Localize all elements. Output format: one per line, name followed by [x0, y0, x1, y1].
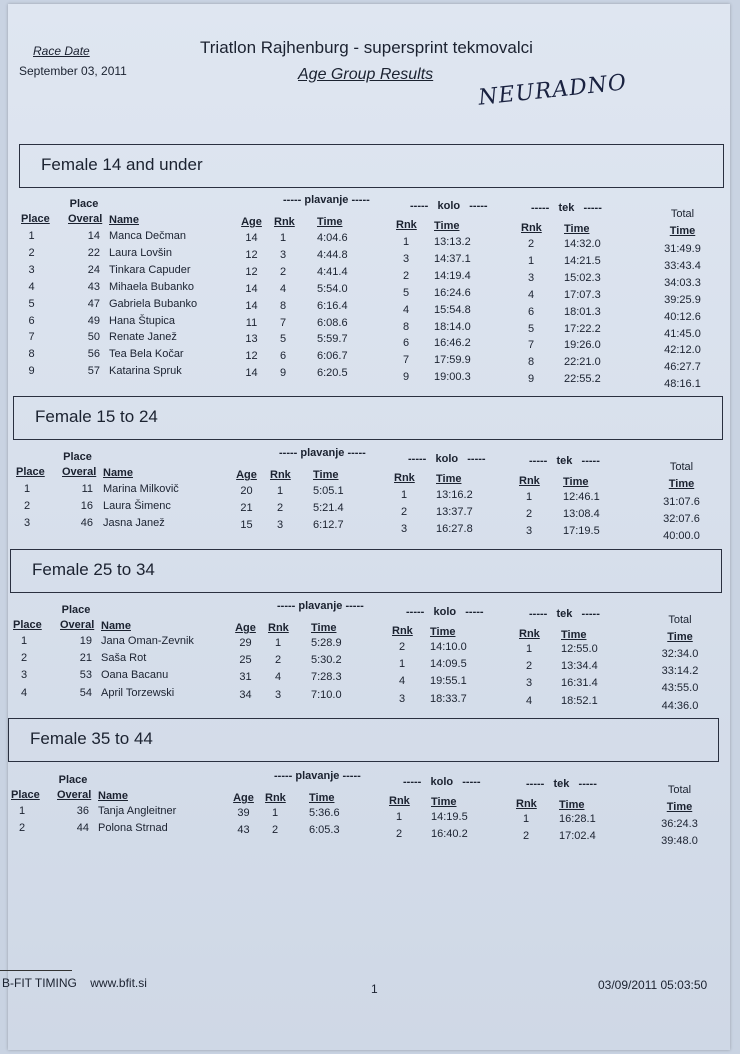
total-time-cell: 32:34.0 [661, 648, 699, 660]
place-cell: 3 [23, 516, 31, 529]
overall-cell: 47 [87, 297, 100, 310]
run-rnk-header: Rnk [519, 475, 540, 487]
run-rank-cell: 9 [527, 373, 535, 386]
bike-rank-cell: 4 [398, 675, 406, 688]
run-time-cell: 14:21.5 [564, 254, 601, 267]
swim-rank-cell: 6 [279, 350, 287, 363]
overall-cell: 50 [87, 331, 100, 344]
footer-page-number: 1 [371, 982, 378, 996]
bike-time-cell: 14:09.5 [430, 658, 467, 671]
race-date: September 03, 2011 [19, 64, 127, 78]
age-cell: 12 [245, 248, 258, 261]
bike-rank-cell: 1 [395, 811, 403, 823]
swim-rnk-header: Rnk [268, 622, 289, 634]
bike-rank-cell: 7 [402, 354, 410, 367]
run-rnk-header: Rnk [521, 222, 542, 234]
age-group-header-box [10, 549, 722, 593]
name-cell: Oana Bacanu [101, 669, 169, 682]
age-cell: 14 [245, 367, 258, 380]
total-time-cell: 32:07.6 [663, 512, 700, 525]
footer-website: www.bfit.si [90, 976, 147, 990]
swim-time-cell: 5:28.9 [311, 637, 342, 649]
run-rank-cell: 1 [527, 254, 535, 267]
place-cell: 4 [20, 686, 28, 699]
place-cell: 2 [23, 499, 31, 512]
kolo-header: ----- kolo ----- [406, 606, 484, 618]
swim-rank-cell: 3 [274, 688, 282, 701]
run-time-header: Time [564, 223, 590, 235]
name-header: Name [101, 620, 131, 632]
bike-time-cell: 18:14.0 [434, 320, 471, 333]
bike-rank-cell: 4 [402, 303, 410, 316]
swim-time-cell: 4:44.8 [317, 248, 348, 261]
swim-rank-cell: 2 [279, 265, 287, 278]
name-header: Name [98, 790, 128, 802]
plavanje-header: ----- plavanje ----- [274, 770, 361, 782]
bike-time-header: Time [434, 220, 460, 232]
total-time-cell: 40:12.6 [664, 310, 701, 323]
name-cell: Laura Lovšin [109, 246, 172, 259]
age-cell: 11 [245, 316, 258, 329]
tek-header: ----- tek ----- [526, 778, 597, 790]
run-rank-cell: 2 [525, 507, 533, 520]
swim-time-cell: 5:59.7 [317, 333, 348, 346]
overal-header: Overal [62, 466, 97, 478]
handwritten-note: NEURADNO [477, 70, 629, 111]
run-time-cell: 17:19.5 [563, 524, 600, 537]
age-header: Age [235, 622, 256, 634]
place-cell: 9 [28, 365, 35, 378]
kolo-header: ----- kolo ----- [403, 776, 481, 788]
bike-rank-cell: 5 [402, 286, 410, 299]
overall-cell: 19 [79, 635, 92, 647]
age-header: Age [233, 792, 254, 804]
total-time-header: Time [668, 478, 695, 490]
swim-rank-cell: 5 [279, 333, 287, 346]
bike-time-header: Time [436, 473, 462, 485]
swim-rank-cell: 1 [276, 485, 284, 497]
run-time-cell: 16:31.4 [561, 677, 598, 690]
swim-rnk-header: Rnk [265, 792, 286, 804]
swim-time-header: Time [313, 469, 339, 481]
place-cell: 1 [28, 230, 35, 242]
run-time-header: Time [559, 799, 585, 811]
place-cell: 2 [20, 652, 28, 665]
bike-rank-cell: 6 [402, 337, 410, 350]
run-time-cell: 22:55.2 [564, 373, 601, 386]
total-header: Total [669, 461, 694, 473]
age-group-title: Female 14 and under [41, 155, 203, 174]
name-header: Name [109, 214, 139, 226]
place-header: Place [11, 789, 40, 801]
bike-rank-cell: 2 [398, 641, 406, 653]
overall-cell: 43 [87, 280, 100, 293]
name-cell: April Torzewski [101, 686, 175, 699]
tek-header: ----- tek ----- [529, 608, 600, 620]
age-cell: 14 [245, 282, 258, 295]
name-cell: Katarina Spruk [109, 365, 182, 378]
overall-cell: 11 [81, 483, 93, 495]
name-cell: Hana Štupica [109, 314, 176, 327]
swim-time-header: Time [311, 622, 337, 634]
overall-cell: 56 [87, 348, 100, 361]
bike-time-cell: 19:00.3 [434, 371, 471, 384]
overal-header: Overal [68, 213, 103, 225]
age-cell: 43 [237, 824, 250, 837]
page-title: Triatlon Rajhenburg - supersprint tekmovalci [200, 38, 533, 57]
place-cell: 3 [28, 263, 35, 276]
bike-time-cell: 14:19.5 [431, 811, 468, 823]
age-group-title: Female 35 to 44 [30, 729, 153, 748]
age-group-header-box [19, 144, 724, 188]
plavanje-header: ----- plavanje ----- [277, 600, 364, 612]
bike-rank-cell: 1 [398, 658, 406, 671]
swim-rank-cell: 7 [279, 316, 287, 329]
name-header: Name [103, 467, 133, 479]
bike-time-header: Time [431, 796, 457, 808]
name-cell: Jana Oman-Zevnik [101, 635, 194, 647]
name-cell: Tanja Angleitner [98, 805, 177, 817]
overal-header: Overal [57, 789, 92, 801]
swim-time-cell: 6:08.6 [317, 316, 348, 329]
total-time-cell: 40:00.0 [663, 529, 700, 542]
total-time-cell: 46:27.7 [664, 361, 701, 374]
bike-time-cell: 19:55.1 [430, 675, 467, 688]
swim-rank-cell: 8 [279, 299, 287, 312]
bike-time-cell: 17:59.9 [434, 354, 471, 367]
swim-time-cell: 6:20.5 [317, 367, 348, 380]
swim-time-cell: 4:41.4 [317, 265, 348, 278]
bike-rank-cell: 3 [400, 522, 408, 535]
place-top-header: Place [61, 604, 91, 616]
overal-header: Overal [60, 619, 95, 631]
run-time-cell: 19:26.0 [564, 339, 601, 352]
footer-printed-timestamp: 03/09/2011 05:03:50 [598, 978, 708, 992]
tek-header: ----- tek ----- [529, 455, 600, 467]
run-time-cell: 17:02.4 [559, 830, 596, 843]
run-time-cell: 22:21.0 [564, 356, 601, 369]
swim-rank-cell: 3 [279, 248, 287, 261]
overall-cell: 36 [76, 805, 89, 817]
overall-cell: 22 [87, 246, 100, 259]
age-group-header-box [8, 718, 719, 762]
age-cell: 25 [239, 654, 252, 667]
bike-time-cell: 18:33.7 [430, 692, 467, 705]
age-cell: 20 [240, 485, 253, 497]
run-rank-cell: 2 [522, 830, 530, 843]
run-rank-cell: 7 [527, 339, 535, 352]
swim-rank-cell: 1 [274, 637, 282, 649]
swim-rank-cell: 4 [279, 282, 287, 295]
bike-time-cell: 13:13.2 [434, 236, 471, 248]
swim-rank-cell: 9 [279, 367, 287, 380]
bike-time-cell: 16:40.2 [431, 828, 468, 841]
place-cell: 1 [23, 483, 31, 495]
run-rnk-header: Rnk [519, 628, 540, 640]
swim-time-cell: 5:30.2 [311, 654, 342, 667]
place-cell: 2 [18, 822, 26, 835]
plavanje-header: ----- plavanje ----- [279, 447, 366, 459]
swim-time-cell: 7:10.0 [311, 688, 342, 701]
swim-rnk-header: Rnk [274, 216, 295, 228]
total-time-cell: 39:48.0 [661, 835, 698, 848]
overall-cell: 14 [87, 230, 100, 242]
run-time-cell: 14:32.0 [564, 238, 601, 250]
total-time-cell: 34:03.3 [664, 276, 701, 289]
bike-time-cell: 13:16.2 [436, 489, 473, 501]
total-time-cell: 31:49.9 [664, 243, 701, 255]
total-header: Total [670, 208, 695, 220]
run-time-cell: 15:02.3 [564, 271, 601, 284]
age-cell: 39 [237, 807, 250, 819]
total-header: Total [667, 784, 692, 796]
age-group-title: Female 15 to 24 [35, 407, 158, 426]
name-cell: Tea Bela Kočar [109, 348, 184, 361]
place-cell: 6 [28, 314, 35, 327]
place-cell: 1 [18, 805, 26, 817]
swim-rank-cell: 2 [271, 824, 279, 837]
name-cell: Polona Strnad [98, 822, 168, 835]
bike-rank-cell: 2 [400, 505, 408, 518]
bike-rank-cell: 1 [400, 489, 408, 501]
total-time-cell: 43:55.0 [661, 682, 699, 695]
swim-time-cell: 6:06.7 [317, 350, 348, 363]
overall-cell: 46 [80, 516, 93, 529]
run-time-header: Time [563, 476, 589, 488]
swim-time-cell: 5:54.0 [317, 282, 348, 295]
bike-time-cell: 14:10.0 [430, 641, 467, 653]
age-cell: 14 [245, 232, 258, 244]
overall-cell: 57 [87, 365, 100, 378]
swim-time-cell: 5:21.4 [313, 501, 344, 514]
total-time-cell: 33:43.4 [664, 259, 701, 272]
total-time-cell: 41:45.0 [664, 327, 701, 340]
place-header: Place [21, 213, 50, 225]
name-cell: Manca Dečman [109, 230, 187, 242]
race-date-label: Race Date [33, 44, 90, 58]
run-rank-cell: 5 [527, 322, 535, 335]
overall-cell: 16 [80, 499, 93, 512]
name-cell: Gabriela Bubanko [109, 297, 198, 310]
bike-rank-cell: 9 [402, 371, 410, 384]
total-time-header: Time [669, 225, 696, 237]
bike-rnk-header: Rnk [392, 625, 413, 637]
swim-time-cell: 6:12.7 [313, 518, 344, 531]
run-rank-cell: 3 [525, 524, 533, 537]
place-cell: 8 [28, 348, 35, 361]
name-cell: Marina Milkovič [103, 483, 179, 495]
bike-time-cell: 16:27.8 [436, 522, 473, 535]
age-group-title: Female 25 to 34 [32, 560, 155, 579]
total-time-cell: 36:24.3 [661, 818, 698, 830]
kolo-header: ----- kolo ----- [410, 200, 488, 212]
place-cell: 2 [28, 246, 35, 259]
bike-rnk-header: Rnk [396, 219, 417, 231]
bike-rank-cell: 8 [402, 320, 410, 333]
total-time-header: Time [667, 631, 693, 643]
run-rank-cell: 2 [525, 660, 533, 673]
total-header: Total [668, 614, 692, 626]
run-rank-cell: 3 [525, 677, 533, 690]
bike-rank-cell: 2 [402, 269, 410, 282]
place-cell: 5 [28, 297, 35, 310]
name-cell: Tinkara Capuder [109, 263, 191, 276]
swim-rank-cell: 3 [276, 518, 284, 531]
swim-time-cell: 4:04.6 [317, 232, 348, 244]
total-time-cell: 42:12.0 [664, 344, 701, 357]
age-cell: 12 [245, 350, 258, 363]
name-cell: Mihaela Bubanko [109, 280, 195, 293]
age-cell: 21 [240, 501, 253, 514]
run-time-cell: 13:34.4 [561, 660, 598, 673]
overall-cell: 54 [79, 686, 92, 699]
run-rank-cell: 2 [527, 238, 535, 250]
swim-rank-cell: 2 [274, 654, 282, 667]
bike-time-cell: 16:46.2 [434, 337, 471, 350]
run-time-cell: 18:52.1 [561, 694, 598, 707]
age-group-header-box [13, 396, 723, 440]
name-cell: Laura Šimenc [103, 499, 171, 512]
total-time-cell: 31:07.6 [663, 496, 700, 508]
run-rank-cell: 1 [525, 643, 533, 655]
kolo-header: ----- kolo ----- [408, 453, 486, 465]
footer-company-name: B-FIT TIMING [2, 976, 77, 990]
bike-rank-cell: 1 [402, 236, 410, 248]
place-cell: 1 [20, 635, 28, 647]
total-time-cell: 39:25.9 [664, 293, 701, 306]
run-time-cell: 16:28.1 [559, 813, 596, 825]
run-rank-cell: 1 [525, 491, 533, 503]
place-top-header: Place [69, 198, 99, 210]
swim-rank-cell: 1 [279, 232, 287, 244]
place-cell: 7 [28, 331, 35, 344]
age-cell: 29 [239, 637, 252, 649]
overall-cell: 21 [79, 652, 92, 665]
swim-rnk-header: Rnk [270, 469, 291, 481]
swim-time-header: Time [309, 792, 335, 804]
plavanje-header: ----- plavanje ----- [283, 194, 370, 206]
bike-time-cell: 13:37.7 [436, 505, 473, 518]
name-cell: Saša Rot [101, 652, 147, 665]
run-rank-cell: 6 [527, 305, 535, 318]
swim-time-cell: 7:28.3 [311, 671, 342, 684]
run-rank-cell: 4 [525, 694, 533, 707]
total-time-cell: 48:16.1 [664, 378, 701, 391]
bike-time-cell: 14:37.1 [434, 252, 471, 265]
age-cell: 12 [245, 265, 258, 278]
run-time-header: Time [561, 629, 587, 641]
place-cell: 4 [28, 280, 35, 293]
swim-rank-cell: 2 [276, 501, 284, 514]
footer-company [2, 976, 147, 990]
age-cell: 14 [245, 299, 258, 312]
run-time-cell: 17:22.2 [564, 322, 601, 335]
bike-rnk-header: Rnk [394, 472, 415, 484]
age-header: Age [241, 216, 262, 228]
bike-rank-cell: 3 [402, 252, 410, 265]
swim-rank-cell: 1 [271, 807, 279, 819]
bike-time-cell: 16:24.6 [434, 286, 471, 299]
total-time-cell: 44:36.0 [661, 699, 699, 712]
run-time-cell: 12:46.1 [563, 491, 600, 503]
place-cell: 3 [20, 669, 28, 682]
overall-cell: 24 [87, 263, 100, 276]
name-cell: Renate Janež [109, 331, 177, 344]
age-header: Age [236, 469, 257, 481]
swim-rank-cell: 4 [274, 671, 282, 684]
run-rank-cell: 8 [527, 356, 535, 369]
bike-time-header: Time [430, 626, 456, 638]
name-cell: Jasna Janež [103, 516, 165, 529]
bike-rank-cell: 2 [395, 828, 403, 841]
age-cell: 34 [239, 688, 252, 701]
swim-time-cell: 5:36.6 [309, 807, 340, 819]
run-rank-cell: 3 [527, 271, 535, 284]
age-cell: 31 [239, 671, 252, 684]
place-header: Place [13, 619, 42, 631]
run-time-cell: 12:55.0 [561, 643, 598, 655]
bike-rnk-header: Rnk [389, 795, 410, 807]
overall-cell: 53 [79, 669, 92, 682]
tek-header: ----- tek ----- [531, 202, 602, 214]
age-cell: 13 [245, 333, 258, 346]
place-top-header: Place [58, 774, 88, 786]
run-rank-cell: 1 [522, 813, 530, 825]
run-rank-cell: 4 [527, 288, 535, 301]
swim-time-cell: 5:05.1 [313, 485, 344, 497]
run-time-cell: 17:07.3 [564, 288, 601, 301]
overall-cell: 49 [87, 314, 100, 327]
age-cell: 15 [240, 518, 253, 531]
overall-cell: 44 [76, 822, 89, 835]
swim-time-cell: 6:05.3 [309, 824, 340, 837]
run-time-cell: 18:01.3 [564, 305, 601, 318]
bike-time-cell: 14:19.4 [434, 269, 471, 282]
run-rnk-header: Rnk [516, 798, 537, 810]
swim-time-cell: 6:16.4 [317, 299, 348, 312]
place-header: Place [16, 466, 45, 478]
total-time-cell: 33:14.2 [661, 665, 699, 678]
bike-time-cell: 15:54.8 [434, 303, 471, 316]
total-time-header: Time [666, 801, 693, 813]
footer-divider [0, 970, 72, 971]
page-subtitle: Age Group Results [298, 66, 434, 83]
bike-rank-cell: 3 [398, 692, 406, 705]
swim-time-header: Time [317, 216, 343, 228]
place-top-header: Place [63, 451, 92, 463]
run-time-cell: 13:08.4 [563, 507, 600, 520]
